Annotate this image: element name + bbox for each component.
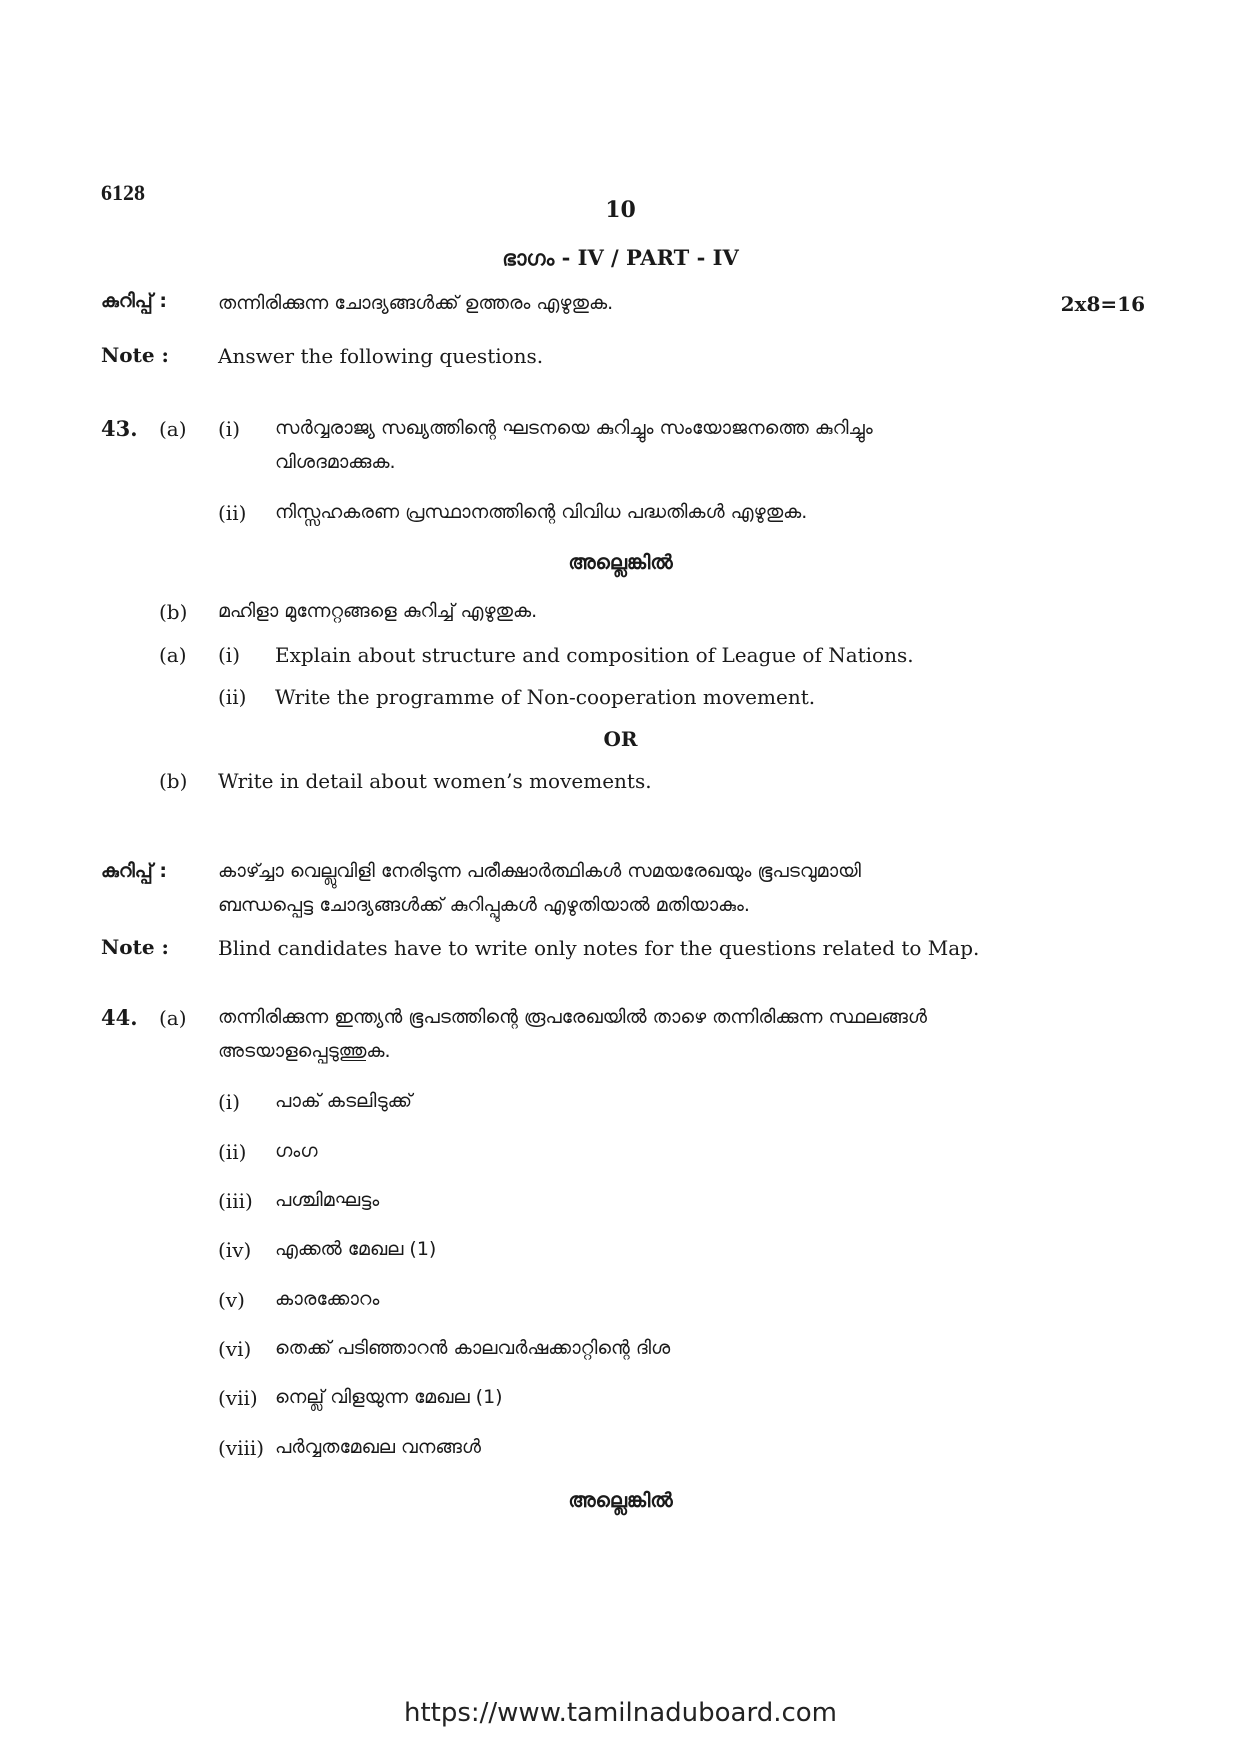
q43-ml-b: മഹിളാ മുന്നേറ്റങ്ങളെ കുറിച്ച് എഴുതുക. (218, 600, 538, 622)
question-43-number: 43. (101, 416, 138, 441)
note-ml-label: കുറിപ്പ് : (101, 290, 167, 312)
footer-url: https://www.tamilnaduboard.com (403, 1698, 838, 1728)
note2-ml-line2: ബന്ധപ്പെട്ട ചോദ്യങ്ങൾക്ക് കുറിപ്പുകൾ എഴുതിയാൽ മതിയാകും. (218, 894, 750, 916)
q44-a-label: (a) (159, 1006, 187, 1030)
q44-item-label: (v) (218, 1288, 245, 1312)
q44-item-label: (vii) (218, 1386, 258, 1410)
q44-item-text: നെല്ല് വിളയുന്ന മേഖല (1) (275, 1386, 503, 1408)
note-en-text: Answer the following questions. (218, 344, 544, 368)
q43-en-i-label: (i) (218, 643, 241, 667)
q44-item-text: എക്കൽ മേഖല (1) (275, 1238, 437, 1260)
q43-en-or: OR (603, 727, 638, 751)
q44-ml-or: അല്ലെങ്കിൽ (568, 1488, 673, 1512)
q43-en-a-label: (a) (159, 643, 187, 667)
q44-item-text: കാരക്കോറം (275, 1288, 380, 1310)
note-ml-text: തന്നിരിക്കുന്ന ചോദ്യങ്ങൾക്ക് ഉത്തരം എഴുതുക. (218, 292, 614, 314)
note-en-label: Note : (101, 343, 169, 367)
q43-en-b: Write in detail about women’s movements. (218, 769, 652, 793)
q44-item-label: (i) (218, 1090, 241, 1114)
q43-en-ii-label: (ii) (218, 685, 247, 709)
note2-ml-line1: കാഴ്ച്ചാ വെല്ലുവിളി നേരിടുന്ന പരീക്ഷാർത്ഥികൾ സമയരേഖയും ഭൂപടവുമായി (218, 860, 861, 882)
q43-ml-i-line2: വിശദമാക്കുക. (275, 451, 396, 473)
q43-b-label: (b) (159, 600, 188, 624)
q43-i-label: (i) (218, 417, 241, 441)
q44-item-text: ഗംഗ (275, 1140, 318, 1162)
question-44-number: 44. (101, 1005, 138, 1030)
q43-ii-label: (ii) (218, 501, 247, 525)
q44-item-label: (iv) (218, 1238, 252, 1262)
paper-code: 6128 (101, 180, 145, 205)
q44-ml-line1: തന്നിരിക്കുന്ന ഇന്ത്യൻ ഭൂപടത്തിന്റെ രൂപരേഖയിൽ താഴെ തന്നിരിക്കുന്ന സ്ഥലങ്ങൾ (218, 1006, 927, 1028)
q44-item-label: (iii) (218, 1189, 253, 1213)
q43-a-label: (a) (159, 417, 187, 441)
q43-ml-i-line1: സർവ്വരാജ്യ സഖ്യത്തിന്റെ ഘടനയെ കുറിച്ചും സംയോജനത്തെ കുറിച്ചും (275, 417, 873, 439)
q43-en-ii: Write the programme of Non-cooperation movement. (275, 685, 816, 709)
note2-en-label: Note : (101, 935, 169, 959)
note2-ml-label: കുറിപ്പ് : (101, 860, 167, 882)
q43-en-b-label: (b) (159, 769, 188, 793)
page-number: 10 (605, 197, 636, 223)
q44-item-label: (vi) (218, 1337, 252, 1361)
q44-ml-line2: അടയാളപ്പെടുത്തുക. (218, 1040, 391, 1062)
marks-label: 2x8=16 (1060, 292, 1145, 316)
q44-item-label: (ii) (218, 1140, 247, 1164)
q44-item-text: പാക് കടലിടുക്ക് (275, 1090, 413, 1112)
q44-item-text: പശ്ചിമഘട്ടം (275, 1189, 380, 1211)
q44-item-label: (viii) (218, 1436, 265, 1460)
q43-ml-ii: നിസ്സഹകരണ പ്രസ്ഥാനത്തിന്റെ വിവിധ പദ്ധതികൾ എഴുതുക. (275, 501, 808, 523)
q44-item-text: പർവ്വതമേഖല വനങ്ങൾ (275, 1436, 481, 1458)
q43-ml-or: അല്ലെങ്കിൽ (568, 550, 673, 574)
q43-en-i: Explain about structure and composition of League of Nations. (275, 643, 914, 667)
note2-en-text: Blind candidates have to write only notes for the questions related to Map. (218, 936, 980, 960)
q44-item-text: തെക്ക് പടിഞ്ഞാറൻ കാലവർഷക്കാറ്റിന്റെ ദിശ (275, 1337, 671, 1359)
part-heading: ഭാഗം - IV / PART - IV (502, 245, 739, 270)
